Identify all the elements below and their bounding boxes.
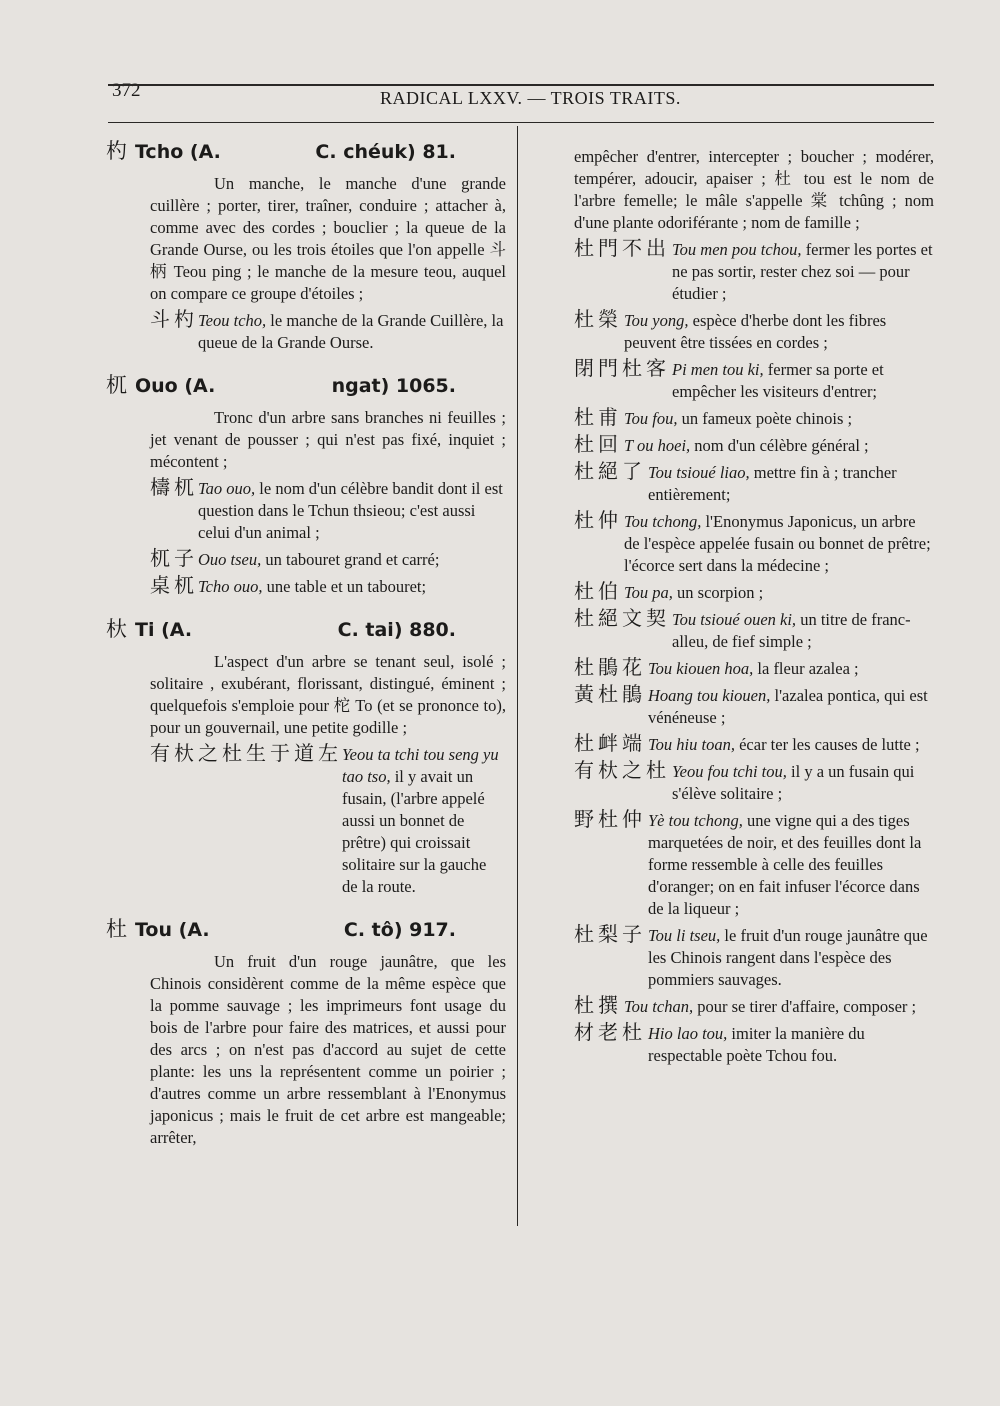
example-body	[646, 685, 934, 729]
example-chinese: 杜絕文契	[574, 608, 670, 630]
example-entry	[150, 309, 506, 354]
example-romanization: Hoang tou kiouen,	[648, 686, 771, 705]
headword-character: 杌	[106, 373, 127, 397]
example-body	[670, 761, 934, 805]
example-entry	[574, 461, 934, 506]
example-romanization: Tou tchan,	[624, 997, 694, 1016]
example-chinese: 野杜仲	[574, 809, 646, 831]
example-body	[646, 810, 934, 920]
example-translation: espèce d'herbe dont les fibres peuvent être tissées en cordes ;	[624, 311, 887, 352]
example-translation: le manche de la Grande Cuillère, la queue de la Grande Ourse.	[198, 311, 504, 352]
example-entry	[574, 434, 934, 457]
entry-heading	[106, 140, 506, 163]
example-translation: un scorpion ;	[677, 583, 764, 602]
headword-reading: Ti (A.	[135, 619, 193, 641]
headword-reading: Tou (A.	[135, 919, 210, 941]
example-translation: il y a un fusain qui s'élève solitaire ;	[672, 762, 915, 803]
example-translation: l'Enonymus Japonicus, un arbre de l'espèce appelée fusain ou bonnet de prêtre; l'écorce sert dans la médecine ;	[624, 512, 931, 575]
example-entry	[150, 477, 506, 544]
headword-reference: C. tai) 880.	[337, 619, 456, 641]
header-rule	[108, 122, 934, 123]
entry-heading	[106, 374, 506, 397]
example-romanization: Ouo tseu,	[198, 550, 262, 569]
entry-definition: L'aspect d'un arbre se tenant seul, isolé ; solitaire , exubérant, florissant, distingué, éminent ; quelquefois s'emploie pour 柁 To (et se prononce to), pour un gouvernail, une petite godille ;	[150, 652, 506, 737]
definition-continuation: empêcher d'entrer, intercepter ; boucher ; modérer, tempérer, adoucir, apaiser ; 杜 tou est le nom de l'arbre femelle; le mâle s'appelle 棠 tchûng ; nom d'une plante odoriférante ; nom de famille ;	[574, 147, 934, 232]
example-entry	[150, 743, 506, 898]
example-entry	[574, 238, 934, 305]
example-entry	[574, 358, 934, 403]
example-entry	[574, 657, 934, 680]
example-romanization: Tou tsioué ouen ki,	[672, 610, 797, 629]
headword-reference: C. tô) 917.	[343, 919, 456, 941]
example-romanization: Yeou fou tchi tou,	[672, 762, 787, 781]
example-entry	[574, 309, 934, 354]
entry-headword	[106, 374, 215, 397]
example-translation: un tabouret grand et carré;	[265, 550, 440, 569]
example-romanization: Tou fou,	[624, 409, 678, 428]
example-romanization: Tou li tseu,	[648, 926, 721, 945]
example-romanization: Pi men tou ki,	[672, 360, 764, 379]
headword-reference: ngat) 1065.	[331, 375, 456, 397]
example-entry	[574, 733, 934, 756]
example-chinese: 杜榮	[574, 309, 622, 331]
headword-reading: Ouo (A.	[135, 375, 216, 397]
example-translation: un fameux poète chinois ;	[681, 409, 853, 428]
headword-character: 杓	[106, 139, 127, 163]
example-body	[622, 582, 934, 604]
headword-reading: Tcho (A.	[135, 141, 221, 163]
example-romanization: Tou yong,	[624, 311, 689, 330]
example-chinese: 杜仲	[574, 510, 622, 532]
example-romanization: Tao ouo,	[198, 479, 256, 498]
example-body	[342, 744, 506, 898]
example-chinese: 杜衅端	[574, 733, 646, 755]
example-chinese: 杜甫	[574, 407, 622, 429]
example-chinese: 斗杓	[150, 309, 198, 331]
dictionary-entry	[106, 374, 506, 598]
example-romanization: Tou tsioué liao,	[648, 463, 750, 482]
example-romanization: Teou tcho,	[198, 311, 267, 330]
example-entry	[574, 510, 934, 577]
example-body	[622, 511, 934, 577]
example-chinese: 杜梨子	[574, 924, 646, 946]
example-body	[198, 576, 506, 598]
headword-character: 杜	[106, 917, 127, 941]
example-chinese: 有杕之杜	[574, 760, 670, 782]
example-entry	[574, 684, 934, 729]
headword-character: 杕	[106, 617, 127, 641]
example-translation: le nom d'un célèbre bandit dont il est question dans le Tchun thsieou; c'est aussi celui d'un animal ;	[198, 479, 503, 542]
example-translation: imiter la manière du respectable poète Tchou fou.	[648, 1024, 865, 1065]
example-chinese: 杜鵑花	[574, 657, 646, 679]
example-body	[670, 239, 934, 305]
example-romanization: Yè tou tchong,	[648, 811, 743, 830]
example-chinese: 杜伯	[574, 581, 622, 603]
example-entry	[574, 809, 934, 920]
example-entry	[574, 924, 934, 991]
example-body	[646, 658, 934, 680]
example-body	[670, 359, 934, 403]
example-translation: l'azalea pontica, qui est vénéneuse ;	[648, 686, 928, 727]
example-translation: écar ter les causes de lutte ;	[739, 735, 920, 754]
example-chinese: 有杕之杜生于道左	[150, 743, 342, 765]
example-chinese: 杜絕了	[574, 461, 646, 483]
page-number: 372	[112, 80, 141, 101]
entry-headword	[106, 918, 210, 941]
example-romanization: T ou hoei,	[624, 436, 691, 455]
example-body	[198, 549, 506, 571]
example-entry	[574, 407, 934, 430]
example-translation: fermer les portes et ne pas sortir, rester chez soi — pour étudier ;	[672, 240, 933, 303]
example-romanization: Yeou ta tchi tou seng yu tao tso,	[342, 745, 499, 786]
example-translation: une vigne qui a des tiges marquetées de noir, et des feuilles dont la forme ressemble à celle des feuilles d'oranger; on en fait infuser l'écorce dans de la liqueur ;	[648, 811, 922, 918]
example-chinese: 閉門杜客	[574, 358, 670, 380]
example-body	[646, 734, 934, 756]
example-translation: mettre fin à ; trancher entièrement;	[648, 463, 897, 504]
example-romanization: Tou men pou tchou,	[672, 240, 802, 259]
entry-headword	[106, 618, 192, 641]
example-chinese: 桌杌	[150, 575, 198, 597]
example-chinese: 杜撰	[574, 995, 622, 1017]
example-romanization: Tou hiu toan,	[648, 735, 735, 754]
example-entry	[574, 1022, 934, 1067]
example-entry	[574, 608, 934, 653]
example-chinese: 檮杌	[150, 477, 198, 499]
top-rule	[108, 84, 934, 86]
example-entry	[150, 548, 506, 571]
example-translation: un titre de franc-alleu, de fief simple ;	[672, 610, 911, 651]
dictionary-entry	[106, 918, 506, 1149]
example-body	[198, 478, 506, 544]
dictionary-entry	[106, 140, 506, 354]
example-romanization: Tou tchong,	[624, 512, 702, 531]
dictionary-entry	[106, 618, 506, 898]
column-divider	[517, 126, 518, 1226]
example-body	[646, 462, 934, 506]
example-chinese: 黃杜鵑	[574, 684, 646, 706]
example-romanization: Tcho ouo,	[198, 577, 263, 596]
example-romanization: Tou kiouen hoa,	[648, 659, 754, 678]
example-entry	[574, 760, 934, 805]
example-body	[622, 408, 934, 430]
entry-heading	[106, 918, 506, 941]
example-body	[646, 1023, 934, 1067]
example-translation: la fleur azalea ;	[757, 659, 859, 678]
left-column	[106, 132, 506, 1169]
example-body	[622, 435, 934, 457]
example-translation: fermer sa porte et empêcher les visiteurs d'entrer;	[672, 360, 884, 401]
example-body	[622, 996, 934, 1018]
example-romanization: Hio lao tou,	[648, 1024, 728, 1043]
example-body	[670, 609, 934, 653]
example-body	[622, 310, 934, 354]
entry-definition: Un fruit d'un rouge jaunâtre, que les Chinois considèrent comme de la même espèce que la pomme sauvage ; les imprimeurs font usage du bois de l'arbre pour faire des matrices, et aussi pour des arcs ; on n'est pas d'accord au sujet de cette plante: les uns la représentent comme un poirier ; d'autres comme un arbre ressemblant à l'Enonymus japonicus ; mais le fruit de cet arbre est mangeable; arrêter,	[150, 952, 506, 1147]
example-translation: le fruit d'un rouge jaunâtre que les Chinois rangent dans l'espèce des pommiers sauvages.	[648, 926, 928, 989]
example-chinese: 杜回	[574, 434, 622, 456]
headword-reference: C. chéuk) 81.	[315, 141, 456, 163]
example-translation: nom d'un célèbre général ;	[694, 436, 869, 455]
example-body	[646, 925, 934, 991]
example-entry	[574, 995, 934, 1018]
entry-definition: Tronc d'un arbre sans branches ni feuilles ; jet venant de pousser ; qui n'est pas fixé, inquiet ; mécontent ;	[150, 408, 506, 471]
example-body	[198, 310, 506, 354]
entry-headword	[106, 140, 221, 163]
running-head: RADICAL LXXV. — TROIS TRAITS.	[380, 88, 681, 108]
example-translation: une table et un tabouret;	[266, 577, 427, 596]
example-chinese: 杌子	[150, 548, 198, 570]
example-entry	[574, 581, 934, 604]
example-chinese: 杜門不出	[574, 238, 670, 260]
example-translation: pour se tirer d'affaire, composer ;	[697, 997, 917, 1016]
example-translation: il y avait un fusain, (l'arbre appelé aussi un bonnet de prêtre) qui croissait solitaire sur la gauche de la route.	[342, 767, 487, 896]
entry-heading	[106, 618, 506, 641]
right-column	[574, 146, 934, 1071]
example-chinese: 材老杜	[574, 1022, 646, 1044]
example-entry	[150, 575, 506, 598]
example-romanization: Tou pa,	[624, 583, 673, 602]
entry-definition: Un manche, le manche d'une grande cuillère ; porter, tirer, traîner, conduire ; attacher à, comme avec des cordes ; bouclier ; la queue de la Grande Ourse, ou les trois étoiles que l'on appelle 斗柄 Teou ping ; le manche de la mesure teou, auquel on compare ce groupe d'étoiles ;	[150, 174, 506, 303]
